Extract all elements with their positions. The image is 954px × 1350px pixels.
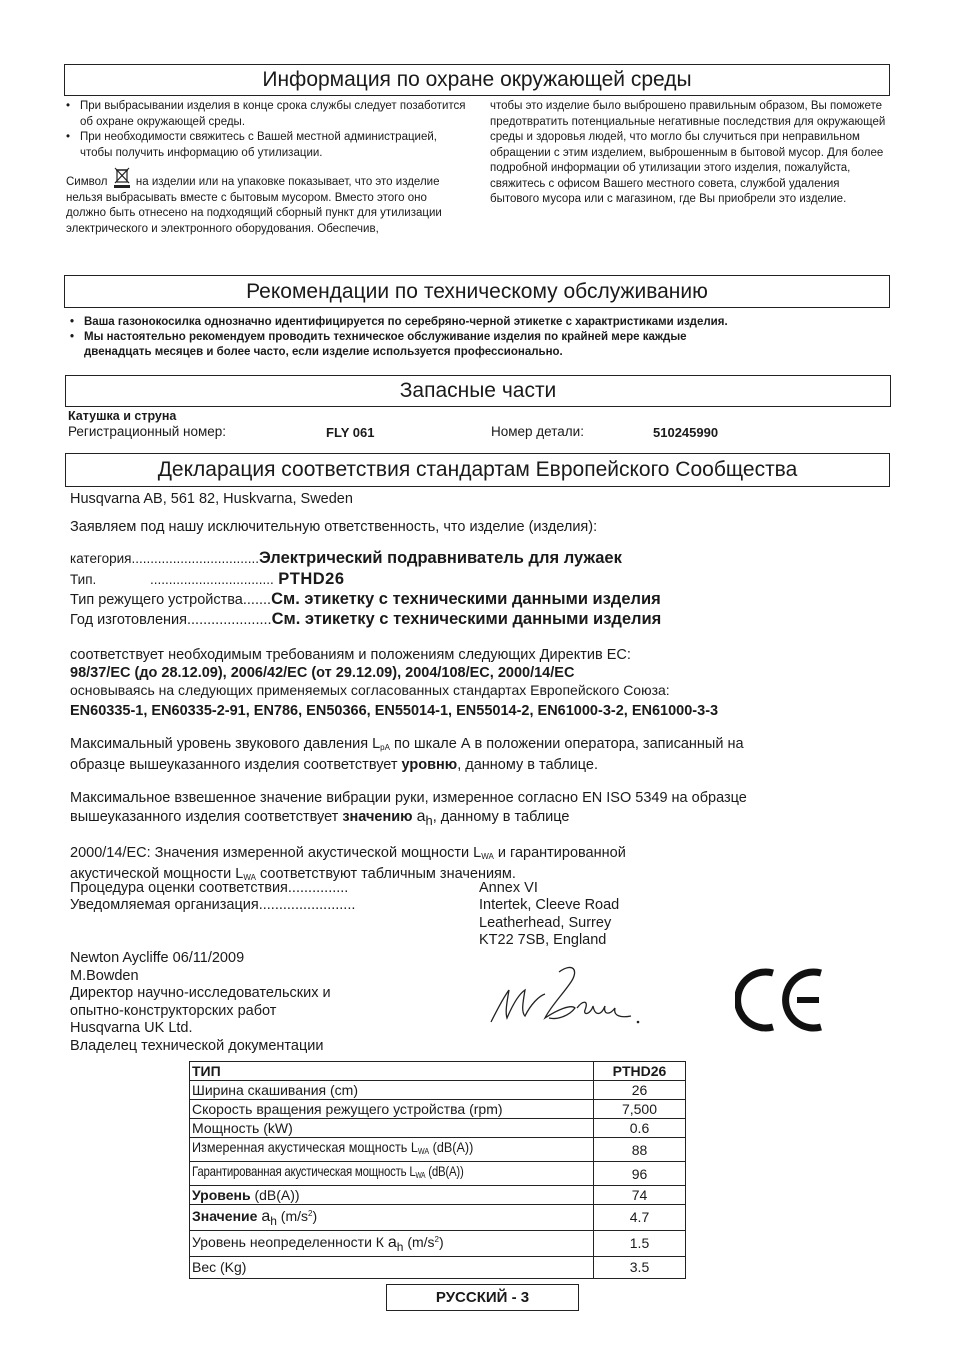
table-row: Скорость вращения режущего устройства (rpm) 7,500 (190, 1100, 686, 1119)
parts-part-value: 510245990 (653, 425, 719, 440)
table-row: Гарантированная акустическая мощность $L_{WA}$ (dB(A)) 96 (190, 1162, 686, 1186)
decl-directives: 98/37/EC (до 28.12.09), 2006/42/EC (от 29.12.09), 2004/108/EC, 2000/14/EC (70, 664, 575, 681)
parts-reg-value: FLY 061 (326, 425, 375, 440)
decl-address: Husqvarna AB, 561 82, Huskvarna, Sweden (70, 491, 353, 507)
parts-section-title: Запасные части (65, 375, 891, 407)
maintenance-bullets (70, 315, 900, 360)
table-header-model: PTHD26 (594, 1062, 686, 1081)
env-bullet-1: • При выбрасывании изделия в конце срока службы следует позаботится об охране окружающей среды. (66, 99, 470, 130)
decl-type-row: Тип. ................................. PTHD26 (70, 570, 345, 588)
env-section-title: Информация по охране окружающей среды (64, 64, 890, 96)
env-left-column (66, 99, 470, 237)
decl-cutter-row: Тип режущего устройства.......См. этикетку с техническими данными изделия (70, 590, 661, 608)
spec-table (189, 1061, 686, 1279)
wheelie-bin-icon (111, 166, 133, 188)
table-row: Уровень неопределенности К $a_h$ $(m/s^2)$ 1.5 (190, 1230, 686, 1256)
page-footer-language: РУССКИЙ - 3 (386, 1284, 579, 1311)
table-header-row (190, 1062, 686, 1081)
table-row: Измеренная акустическая мощность $L_{WA}$ (dB(A)) 88 (190, 1138, 686, 1162)
parts-reg-label: Регистрационный номер: (68, 424, 227, 439)
decl-notified-label: Уведомляемая организация........................ (70, 897, 356, 913)
decl-statement: Заявляем под нашу исключительную ответственность, что изделие (изделия): (70, 519, 598, 535)
signature-image (485, 960, 645, 1032)
env-bullet-2: • При необходимости свяжитесь с Вашей местной администрацией, чтобы получить информацию об утилизации. (66, 130, 470, 161)
table-row: Вес (Kg) 3.5 (190, 1256, 686, 1278)
parts-item-name: Катушка и струна (68, 409, 177, 423)
table-row: Значение $a_h$ $(m/s^2)$ 4.7 (190, 1205, 686, 1231)
decl-year-row: Год изготовления.....................См. этикетку с техническими данными изделия (70, 610, 662, 628)
product-type: PTHD26 (278, 570, 345, 588)
decl-noise-paragraph: Максимальный уровень звукового давления $L_{pA}$ по шкале А в положении оператора, записанный на образце вышеуказанного изделия соответствует уровню, данному в таблице. (70, 736, 744, 773)
maintenance-section-title: Рекомендации по техническому обслуживанию (64, 275, 890, 308)
decl-procedure-value: Annex VI (479, 880, 538, 896)
decl-acoustic-paragraph: 2000/14/EC: Значения измеренной акустической мощности $L_{WA}$ и гарантированной акустической мощности $L_{WA}$ соответствуют табличным значениям. (70, 845, 626, 882)
maintenance-bullet-2: • Мы настоятельно рекомендуем проводить техническое обслуживание изделия по крайней мере каждые (70, 330, 900, 345)
table-row: Мощность (kW) 0.6 (190, 1119, 686, 1138)
table-row: Уровень (dB(A)) 74 (190, 1186, 686, 1205)
decl-conformity: соответствует необходимым требованиям и положениям следующих Директив ЕС: 98/37/EC (до 28.12.09), 2006/42/EC (от 29.12.09), 2004/108/EC, 2000/14/EC основываясь на следующих применяемых согласованных стандартах Европейского Союза: EN60335-1, EN60335-2-91, EN786, EN50366, EN55014-1, EN55014-2, EN61000-3-2, EN61000-3-3 (70, 647, 719, 719)
ce-mark-icon (735, 965, 830, 1035)
decl-vibration-paragraph: Максимальное взвешенное значение вибрации руки, измеренное согласно EN ISO 5349 на образце вышеуказанного изделия соответствует значению $a_h$, данному в таблице (70, 790, 747, 828)
maintenance-bullet-1: • Ваша газонокосилка однозначно идентифицируется по серебряно-черной этикетке с характристиками изделия. (70, 315, 900, 330)
decl-signer-block: Newton Aycliffe 06/11/2009 M.Bowden Директор научно-исследовательских и опытно-конструкторских работ Husqvarna UK Ltd. Владелец технической документации (70, 950, 331, 1054)
parts-part-label: Номер детали: (491, 424, 584, 439)
table-row: Ширина скашивания (cm) 26 (190, 1081, 686, 1100)
decl-notified-body: Intertek, Cleeve Road Leatherhead, Surrey KT22 7SB, England (479, 897, 620, 948)
decl-standards: EN60335-1, EN60335-2-91, EN786, EN50366, EN55014-1, EN55014-2, EN61000-3-2, EN61000-3-3 (70, 702, 719, 719)
decl-procedure-label: Процедура оценки соответствия............... (70, 880, 349, 896)
product-category: Электрический подравниватель для лужаек (258, 549, 622, 567)
env-symbol-paragraph: Символ на изделии или на упаковке показывает, что это изделие нельзя выбрасывать вместе с бытовым мусором. Вместо этого оно должно быть отнесено на подходящий сборный пункт для утилизации электрического и электронного оборудования. Обеспечив, (66, 166, 470, 237)
declaration-section-title: Декларация соответствия стандартам Европейского Сообщества (65, 453, 890, 487)
env-right-column: чтобы это изделие было выброшено правильным образом, Вы поможете предотвратить потенциальные негативные последствия для окружающей среды и здоровья людей, что могло бы случиться при неправильном обращении с этим изделием, выброшенным в бытовой мусор. Для более подробной информации об утилизации этого изделия, пожалуйста, свяжитесь с офисом Вашего местного совета, службой удаления бытового мусора или с магазином, где Вы приобрели это изделие. (490, 100, 886, 205)
decl-category-row: категория..................................Электрический подравниватель для лужаек (70, 549, 622, 567)
table-header-label: ТИП (190, 1062, 594, 1081)
maintenance-bullet-2-cont: двенадцать месяцев и более часто, если изделие используется профессионально. (84, 346, 563, 358)
